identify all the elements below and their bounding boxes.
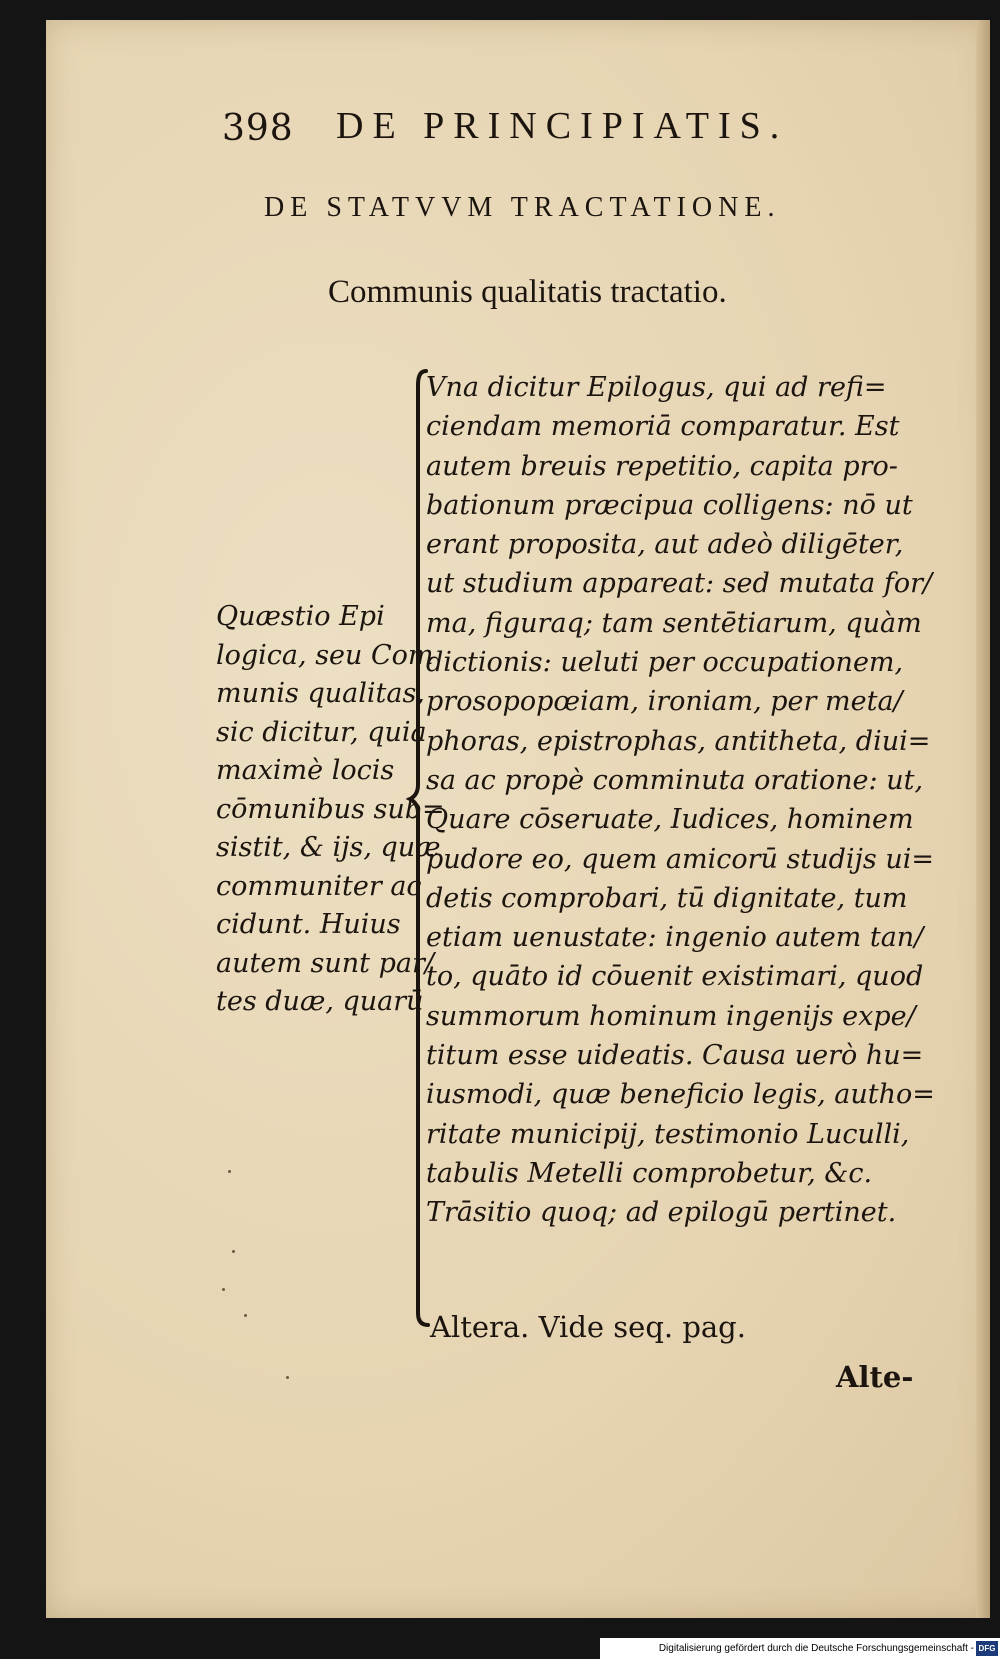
- body-line: ma, figuraq; tam sentētiarum, quàm: [426, 607, 922, 639]
- sidenote-line: Quæstio Epi: [216, 601, 385, 632]
- body-line: detis comprobari, tū dignitate, tum: [426, 882, 908, 914]
- book-page: [46, 20, 990, 1618]
- body-line: summorum hominum ingenijs expe/: [426, 1000, 916, 1032]
- body-line: titum esse uideatis. Causa uerò hu=: [426, 1040, 924, 1072]
- body-line: iusmodi, quæ beneficio legis, autho=: [426, 1079, 935, 1111]
- ink-speck: [222, 1288, 225, 1291]
- body-line: pudore eo, quem amicorū studijs ui=: [426, 843, 934, 875]
- body-line: Quare cōseruate, Iudices, hominem: [426, 804, 914, 836]
- sidenote-line: communiter ac: [216, 870, 422, 902]
- page-number: 398: [222, 108, 294, 149]
- body-line: to, quāto id cōuenit existimari, quod: [426, 961, 924, 993]
- catchword: Alte-: [836, 1360, 914, 1394]
- sidenote-line: sistit, & ijs, quæ: [216, 832, 441, 863]
- body-line: phoras, epistrophas, antitheta, diui=: [426, 725, 931, 757]
- second-item: Altera. Vide seq. pag.: [430, 1310, 746, 1344]
- sidenote-line: logica, seu Com: [216, 639, 434, 671]
- body-line: erant proposita, aut adeò diligēter,: [426, 529, 904, 561]
- sidenote-line: sic dicitur, quia: [216, 716, 427, 748]
- subtitle: Communis qualitatis tractatio.: [328, 274, 727, 310]
- body-line: Vna dicitur Epilogus, qui ad refi=: [426, 372, 887, 403]
- body-line: dictionis: ueluti per occupationem,: [426, 647, 904, 679]
- body-line: ciendam memoriā comparatur. Est: [426, 411, 900, 443]
- body-line: etiam uenustate: ingenio autem tan/: [426, 922, 924, 954]
- sidenote-line: munis qualitas,: [216, 678, 425, 709]
- body-line: sa ac propè comminuta oratione: ut,: [426, 764, 924, 796]
- ink-speck: [228, 1170, 231, 1173]
- body-line: tabulis Metelli comprobetur, &c.: [426, 1157, 873, 1189]
- sidenote: [216, 598, 445, 1022]
- sidenote-line: cōmunibus sub=: [216, 793, 445, 825]
- body-line: prosopopœiam, ironiam, per meta/: [426, 686, 903, 718]
- sidenote-line: tes duæ, quarū: [216, 986, 424, 1017]
- digitization-credit: Digitalisierung gefördert durch die Deutsche Forschungsgemeinschaft -: [600, 1638, 1000, 1659]
- sidenote-line: autem sunt par/: [216, 947, 434, 979]
- body-text: [426, 368, 986, 1233]
- ink-speck: [244, 1314, 247, 1317]
- ink-speck: [232, 1250, 235, 1253]
- body-line: ritate municipij, testimonio Luculli,: [426, 1118, 910, 1150]
- running-head: DE PRINCIPIATIS.: [336, 105, 789, 147]
- section-title: DE STATVVM TRACTATIONE.: [264, 192, 781, 223]
- body-line: bationum præcipua colligens: nō ut: [426, 489, 913, 521]
- body-line: ut studium appareat: sed mutata for/: [426, 568, 933, 600]
- dfg-logo: DFG: [976, 1641, 998, 1656]
- body-line: Trāsitio quoq; ad epilogū pertinet.: [426, 1197, 897, 1229]
- body-line: autem breuis repetitio, capita pro-: [426, 450, 898, 482]
- sidenote-line: cidunt. Huius: [216, 909, 401, 940]
- sidenote-line: maximè locis: [216, 755, 395, 786]
- ink-speck: [286, 1376, 289, 1379]
